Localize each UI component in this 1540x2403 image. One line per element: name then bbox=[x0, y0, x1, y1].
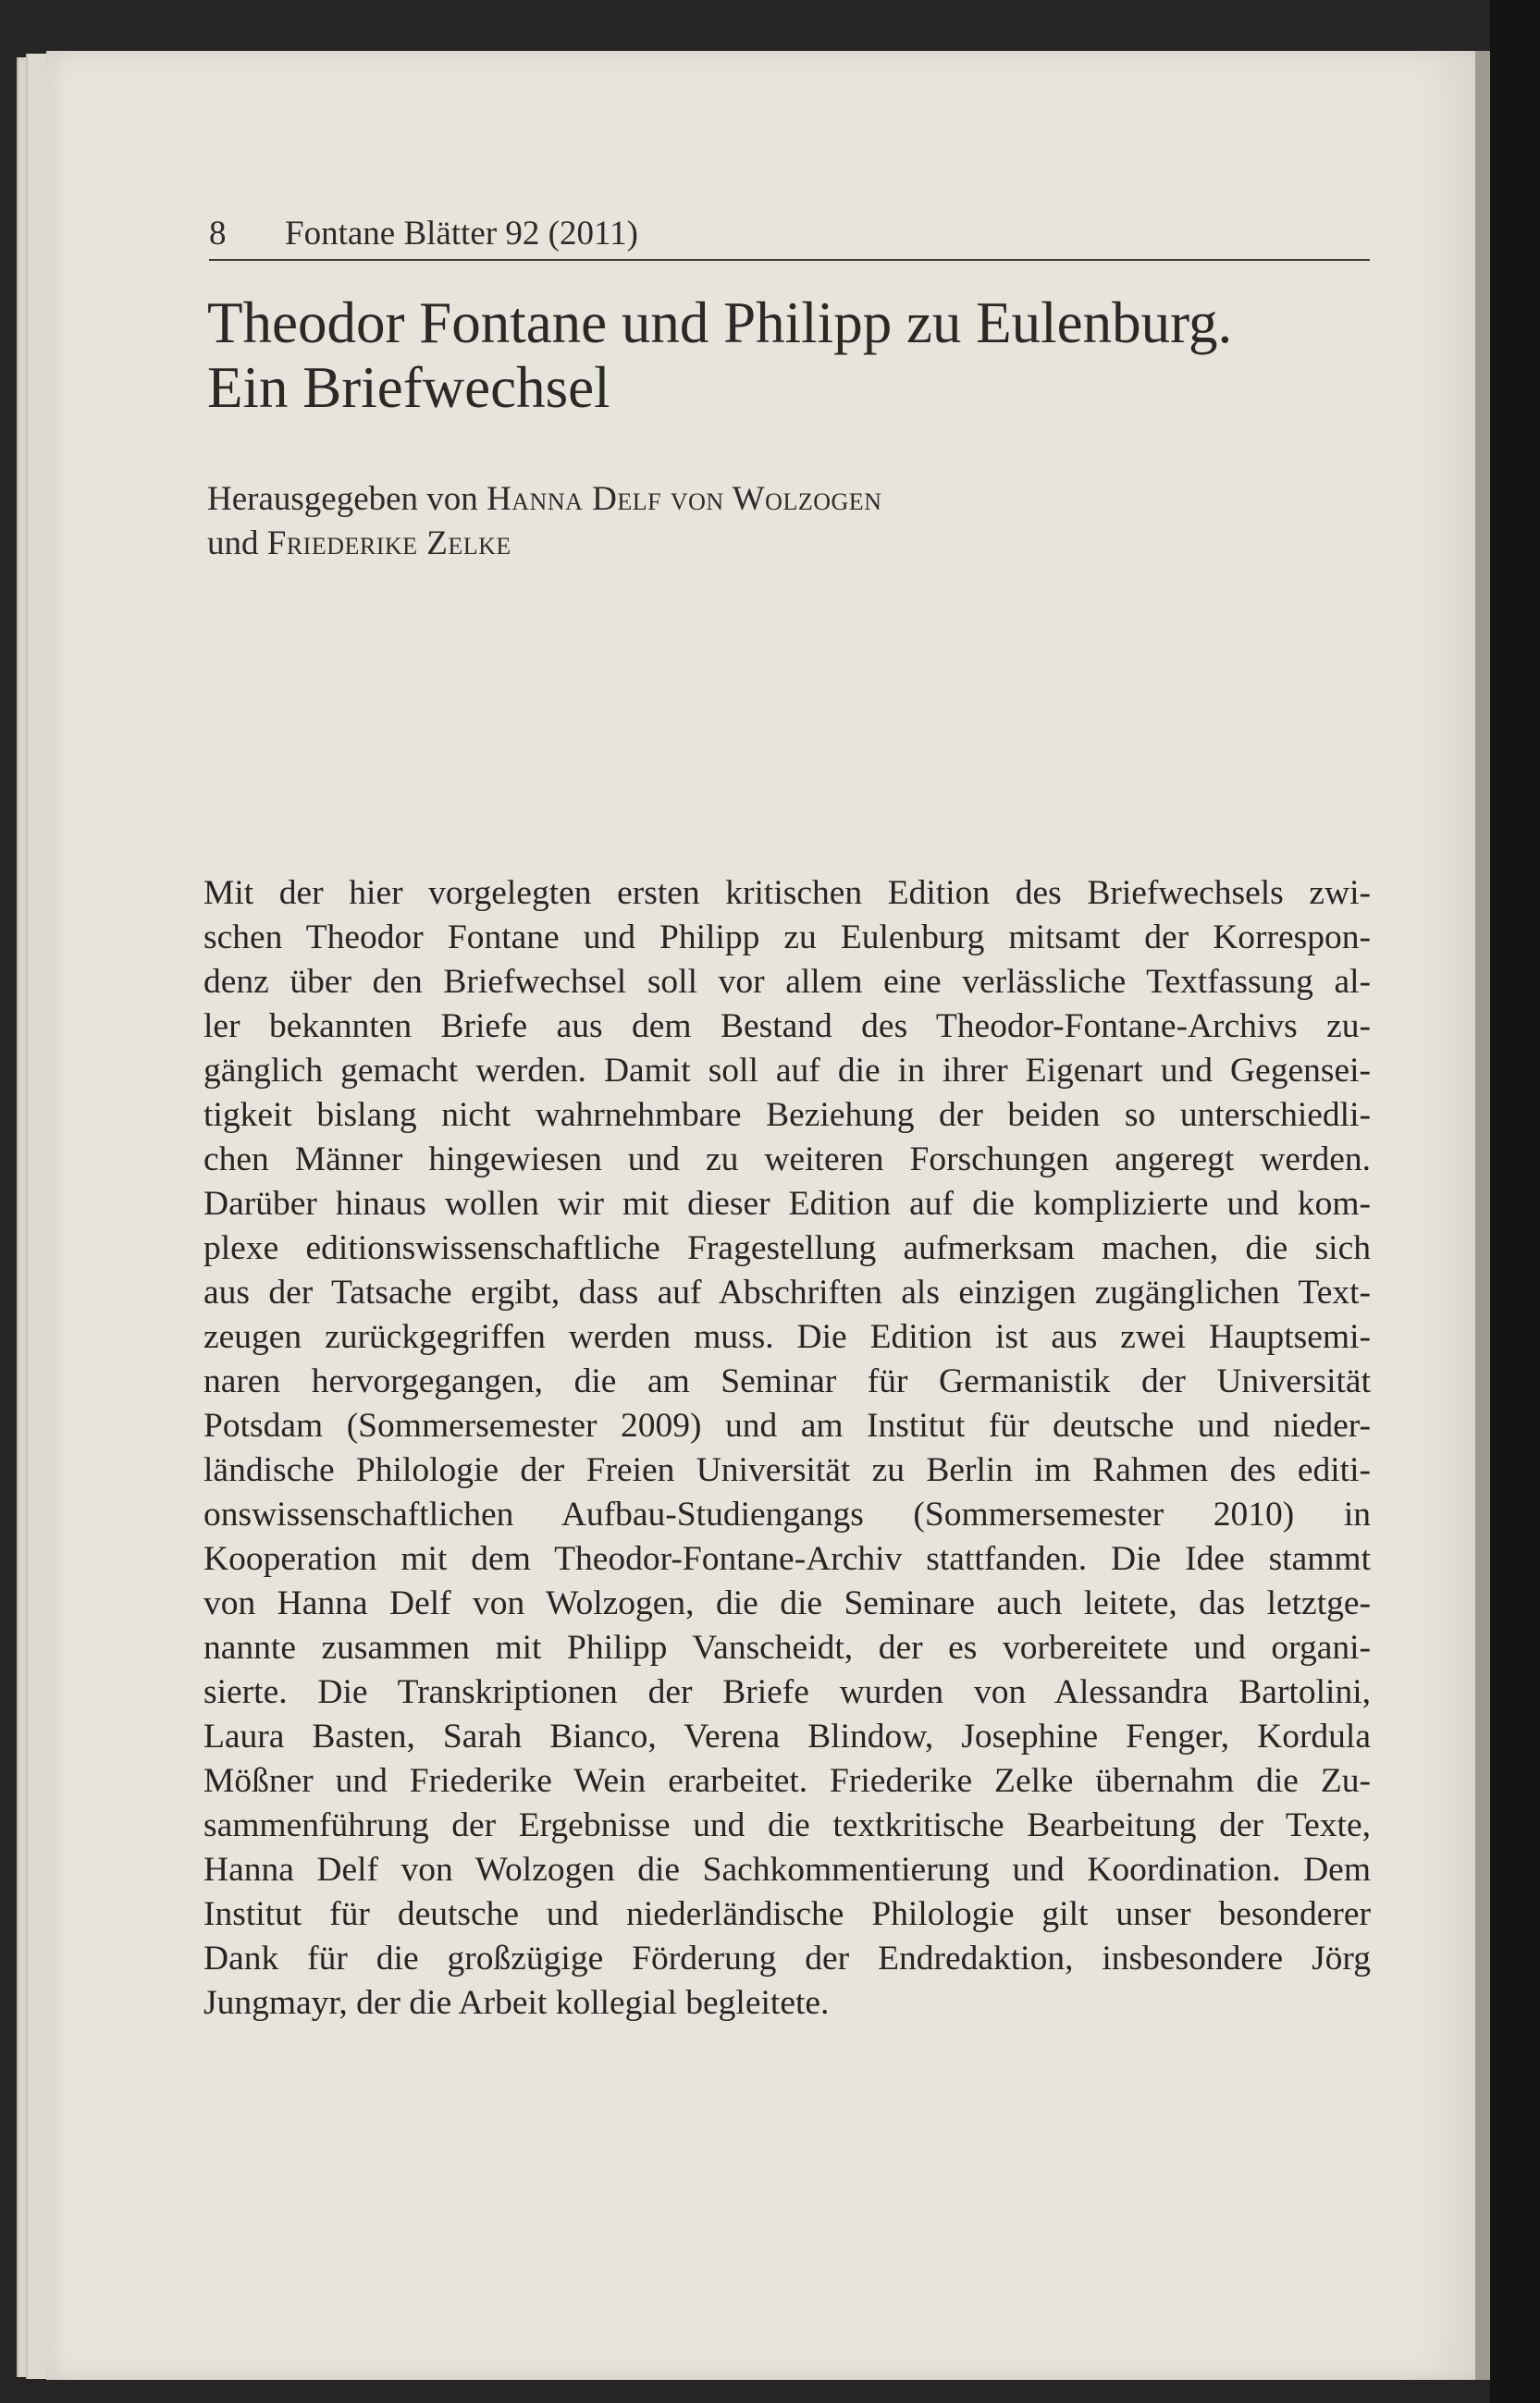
body-text-line: gänglich gemacht werden. Damit soll auf die in ihrer Eigenart und Gegensei- bbox=[203, 1052, 1371, 1090]
body-text-line: Darüber hinaus wollen wir mit dieser Edition auf die komplizierte und kom- bbox=[203, 1185, 1371, 1223]
body-text-line: ländische Philologie der Freien Universität zu Berlin im Rahmen des editi- bbox=[203, 1451, 1371, 1489]
scan-border bbox=[1490, 0, 1540, 2403]
article-title-line-2: Ein Briefwechsel bbox=[207, 355, 610, 420]
page-number: 8 bbox=[209, 215, 227, 253]
editor-name-2: Friederike Zelke bbox=[266, 524, 511, 562]
editors-line-1 bbox=[207, 477, 1373, 522]
body-text-line: nannte zusammen mit Philipp Vanscheidt, der es vorbereitete und organi- bbox=[203, 1629, 1371, 1667]
body-text-line: Jungmayr, der die Arbeit kollegial begleitete. bbox=[203, 1984, 830, 2022]
editor-name-1: Hanna Delf von Wolzogen bbox=[487, 480, 882, 518]
body-text-line: tigkeit bislang nicht wahrnehmbare Beziehung der beiden so unterschiedli- bbox=[203, 1096, 1371, 1134]
page-fore-edge-shadow bbox=[1475, 51, 1490, 2380]
body-text-line: Potsdam (Sommersemester 2009) und am Institut für deutsche und nieder- bbox=[203, 1407, 1371, 1445]
introduction-paragraph bbox=[203, 871, 1371, 2026]
body-text-line: sammenführung der Ergebnisse und die textkritische Bearbeitung der Texte, bbox=[203, 1806, 1371, 1844]
body-text-line: zeugen zurückgegriffen werden muss. Die Edition ist aus zwei Hauptsemi- bbox=[203, 1318, 1371, 1356]
body-text-line: chen Männer hingewiesen und zu weiteren Forschungen angeregt werden. bbox=[203, 1140, 1371, 1178]
body-text-line: Dank für die großzügige Förderung der Endredaktion, insbesondere Jörg bbox=[203, 1940, 1371, 1978]
body-text-line: ler bekannten Briefe aus dem Bestand des Theodor-Fontane-Archivs zu- bbox=[203, 1007, 1371, 1045]
body-text-line: Kooperation mit dem Theodor-Fontane-Archiv stattfanden. Die Idee stammt bbox=[203, 1540, 1371, 1578]
editors-prefix: Herausgegeben von bbox=[207, 480, 487, 518]
body-text-line: Mößner und Friederike Wein erarbeitet. Friederike Zelke übernahm die Zu- bbox=[203, 1762, 1371, 1800]
body-text-line: schen Theodor Fontane und Philipp zu Eulenburg mitsamt der Korrespon- bbox=[203, 918, 1371, 956]
journal-name: Fontane Blätter 92 (2011) bbox=[285, 215, 638, 253]
body-text-line: onswissenschaftlichen Aufbau-Studiengangs (Sommersemester 2010) in bbox=[203, 1496, 1371, 1534]
editors-conjunction: und bbox=[207, 524, 267, 562]
body-text-line: sierte. Die Transkriptionen der Briefe wurden von Alessandra Bartolini, bbox=[203, 1673, 1371, 1711]
body-text-line: von Hanna Delf von Wolzogen, die die Seminare auch leitete, das letztge- bbox=[203, 1584, 1371, 1622]
body-text-line: plexe editionswissenschaftliche Fragestellung aufmerksam machen, die sich bbox=[203, 1229, 1371, 1267]
body-text-line: aus der Tatsache ergibt, dass auf Abschriften als einzigen zugänglichen Text- bbox=[203, 1274, 1371, 1312]
article-title-line-1: Theodor Fontane und Philipp zu Eulenburg. bbox=[207, 290, 1233, 355]
article-title bbox=[207, 290, 1373, 420]
body-text-line: Mit der hier vorgelegten ersten kritischen Edition des Briefwechsels zwi- bbox=[203, 874, 1371, 912]
body-text-line: Hanna Delf von Wolzogen die Sachkommentierung und Koordination. Dem bbox=[203, 1851, 1371, 1889]
editors-credit bbox=[207, 477, 1373, 566]
body-text-line: Institut für deutsche und niederländische Philologie gilt unser besonderer bbox=[203, 1895, 1371, 1933]
body-text-line: naren hervorgegangen, die am Seminar für Germanistik der Universität bbox=[203, 1362, 1371, 1400]
body-text-line: Laura Basten, Sarah Bianco, Verena Blindow, Josephine Fenger, Kordula bbox=[203, 1718, 1371, 1756]
body-text-line: denz über den Briefwechsel soll vor allem eine verlässliche Textfassung al- bbox=[203, 963, 1371, 1001]
running-head bbox=[209, 209, 1370, 261]
editors-line-2 bbox=[207, 522, 1373, 566]
